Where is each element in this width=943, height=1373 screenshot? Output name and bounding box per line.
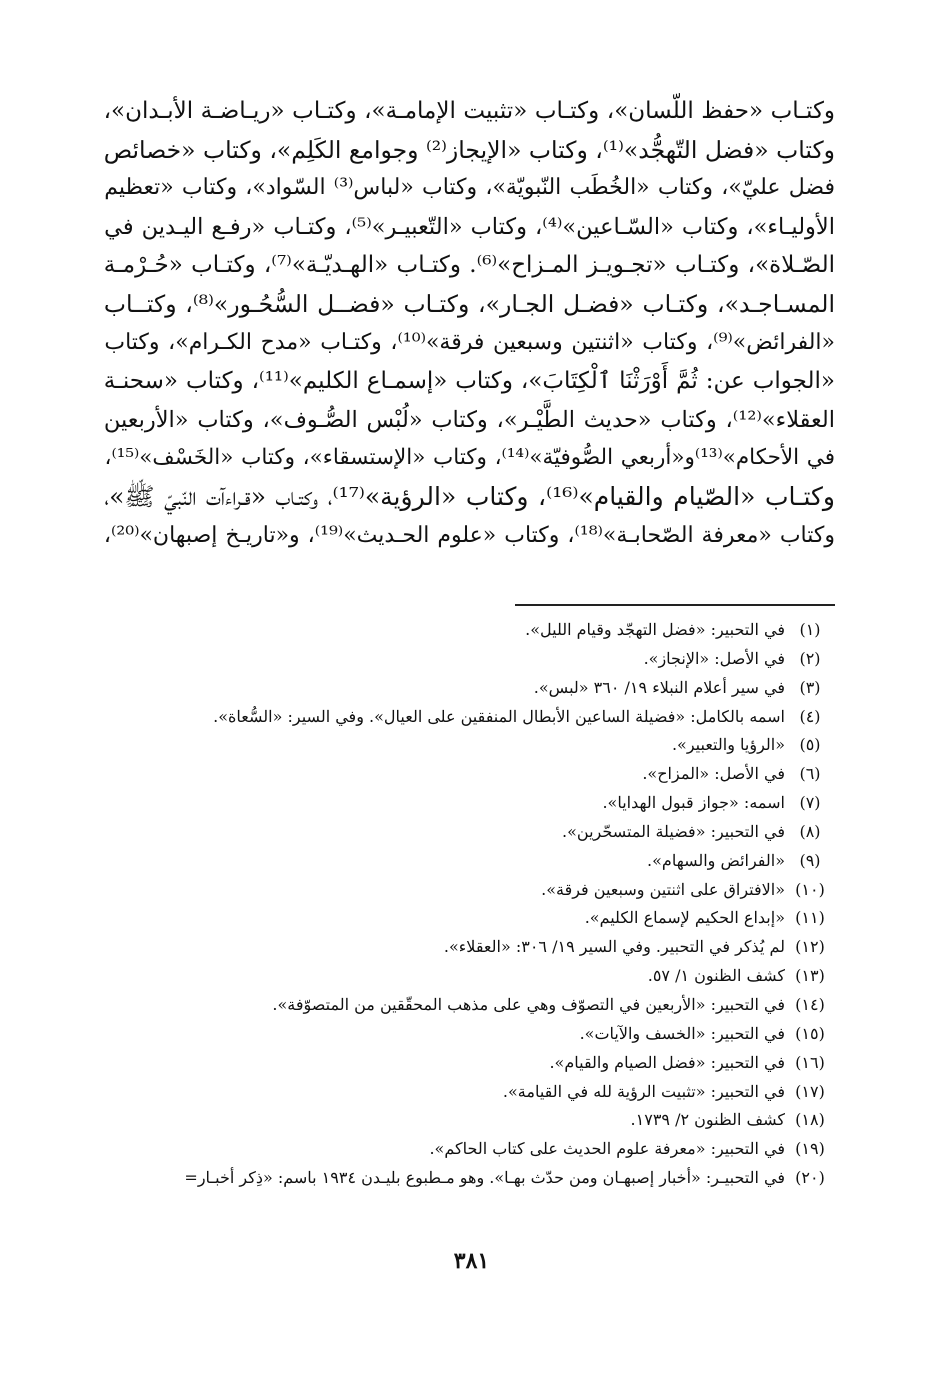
footnotes: [100, 616, 835, 1193]
body-line: وكتـاب «حفظ اللّسان»، وكتـاب «تثبيت الإمامـة»، وكتـاب «ريـاضـة الأبـدان»،: [103, 98, 835, 124]
footnote: [100, 818, 835, 847]
body-line: العقلاء»⁽¹²⁾، وكتاب «حديث الطَّيْـر»، وكتاب «لُبْس الصُّـوف»، وكتاب «الأربعين: [103, 406, 835, 433]
footnote-separator: [515, 604, 835, 606]
footnote: [100, 1106, 835, 1135]
footnote: [100, 1164, 835, 1193]
footnote-number: (١٣): [795, 966, 825, 986]
footnote-number: (٢٠): [795, 1168, 825, 1188]
page-number: ٣٨١: [453, 1248, 490, 1274]
footnote-number: (١): [799, 620, 821, 639]
footnote-text: «الفرائض والسهام».: [647, 850, 785, 870]
footnote-number: (١٧): [795, 1081, 825, 1101]
footnote: [100, 991, 835, 1020]
footnote-number: (١١): [795, 908, 825, 928]
footnote-text: في التحبيـر: «أخبار إصبهـان ومن حدّث بهـا». وهو مـطبوع بليـدن ١٩٣٤ باسم: «ذِكر أخبـار=: [184, 1168, 785, 1188]
footnote-text: كشف الظنون ١/ ٥٧.: [647, 966, 785, 986]
footnote: [100, 1020, 835, 1049]
footnote-number: (٤): [799, 706, 821, 726]
footnote-text: في التحبير: «تثبيت الرؤية لله في القيامة».: [502, 1081, 785, 1101]
footnote-text: كشف الظنون ٢/ ١٧٣٩.: [630, 1110, 785, 1130]
footnote-number: (٥): [799, 735, 821, 755]
footnote: [100, 876, 835, 905]
main-text: [104, 92, 835, 555]
footnote: [100, 1135, 835, 1164]
footnote-text: «الرؤيا والتعبير».: [671, 735, 785, 755]
footnote: [100, 1078, 835, 1107]
body-line: الأوليـاء»، وكتاب «السّـاعين»⁽⁴⁾، وكتاب «التّعبيـر»⁽⁵⁾، وكتـاب «رفـع اليـدين في: [104, 213, 835, 240]
body-line: «الجواب عن: ثُمَّ أَوْرَثْنَا ٱلْكِتَابَ»، وكتاب «إسمـاع الكليم»⁽¹¹⁾، وكتاب «سحنـة: [103, 368, 835, 395]
footnote-number: (١٩): [795, 1139, 825, 1159]
footnote-text: «الافتراق على اثنتين وسبعين فرقة».: [541, 879, 785, 899]
footnote-text: «إبداع الحكيم لإسماع الكليم».: [584, 908, 785, 928]
footnote: [100, 731, 835, 760]
footnote-text: في التحبير: «فضيلة المتسحّرين».: [562, 821, 785, 841]
body-line: وكتاب «معرفة الصّحابـة»⁽¹⁸⁾، وكتاب «علوم الحـديث»⁽¹⁹⁾، و«تاريـخ إصبهان»⁽²⁰⁾،: [103, 522, 835, 548]
footnote-text: في التحبير: «فضل التهجّد وقيام الليل».: [525, 620, 785, 639]
footnote: [100, 1049, 835, 1078]
body-line: المسـاجـد»، وكتـاب «فضـل الجـار»، وكتـاب «فضــل السُّحُـور»⁽⁸⁾، وكتــاب: [103, 289, 835, 318]
footnote-number: (١٤): [795, 994, 825, 1014]
footnote: [100, 789, 835, 818]
body-line: وكتـاب «الصّيام والقيام»⁽¹⁶⁾، وكتاب «الرؤية»⁽¹⁷⁾، وكتـاب «قـراءآت النّبيّ ﷺ»،: [104, 481, 835, 511]
body-line: وكتاب «فضل التّهجُّد»⁽¹⁾، وكتاب «الإيجاز⁽²⁾ وجوامع الكَلِم»، وكتاب «خصائص: [103, 135, 835, 164]
footnote-number: (١٢): [795, 937, 825, 957]
footnote: [100, 904, 835, 933]
footnote-text: في الأصل: «المزاح».: [642, 764, 785, 784]
footnote-number: (١٦): [795, 1052, 825, 1072]
body-line: «الفرائض»⁽⁹⁾، وكتاب «اثنتين وسبعين فرقة»⁽¹⁰⁾، وكتـاب «مدح الكـرام»، وكتاب: [104, 329, 835, 355]
footnote-number: (٧): [799, 793, 821, 813]
body-line: في الأحكام»⁽¹³⁾و«أربعي الصُّوفيّة»⁽¹⁴⁾، وكتاب «الإستسقاء»، وكتاب «الخَسْف»⁽¹⁵⁾،: [104, 445, 835, 471]
footnote: [100, 645, 835, 674]
footnote-number: (٩): [799, 850, 821, 870]
footnote-number: (٨): [799, 821, 821, 841]
footnote-text: في التحبير: «فضل الصيام والقيام».: [549, 1052, 785, 1072]
body-line: فضل عليّ»، وكتاب «الخُطَب النّبويّة»، وكتاب «لباس⁽³⁾ السّواد»، وكتاب «تعظيم: [104, 175, 835, 201]
body-line: الصّـلاة»، وكتـاب «تجـويـز المـزاح»⁽⁶⁾. وكتـاب «الهـديّـة»⁽⁷⁾، وكتـاب «حُـرْمـة: [103, 252, 835, 279]
footnote-text: في التحبير: «الخسف والآيات».: [579, 1023, 785, 1043]
footnote-number: (٦): [799, 764, 821, 784]
footnote-text: اسمه بالكامل: «فضيلة الساعين الأبطال المنفقين على العيال». وفي السير: «السُّعاة».: [213, 706, 785, 726]
footnote: [100, 962, 835, 991]
footnote-number: (١٠): [795, 879, 825, 899]
footnote-text: اسمه: «جواز قبول الهدايا».: [602, 793, 785, 813]
footnote: [100, 616, 835, 645]
footnote-number: (١٨): [795, 1110, 825, 1130]
footnote: [100, 933, 835, 962]
footnote-text: في التحبير: «معرفة علوم الحديث على كتاب الحاكم».: [429, 1139, 785, 1159]
footnote-text: لم يُذكر في التحبير. وفي السير ١٩/ ٣٠٦: «العقلاء».: [443, 937, 785, 957]
footnote-number: (٣): [799, 677, 821, 697]
footnote: [100, 674, 835, 703]
footnote-text: في سير أعلام النبلاء ١٩/ ٣٦٠ «لبس».: [533, 677, 785, 697]
footnote: [100, 760, 835, 789]
footnote-number: (٢): [799, 648, 821, 668]
footnote-number: (١٥): [795, 1023, 825, 1043]
footnote-text: في التحبير: «الأربعين في التصوّف وهي على مذهب المحقّقين من المتصوّفة».: [272, 994, 785, 1014]
footnote-text: في الأصل: «الإنجاز».: [643, 648, 785, 668]
footnote: [100, 703, 835, 732]
footnote: [100, 847, 835, 876]
